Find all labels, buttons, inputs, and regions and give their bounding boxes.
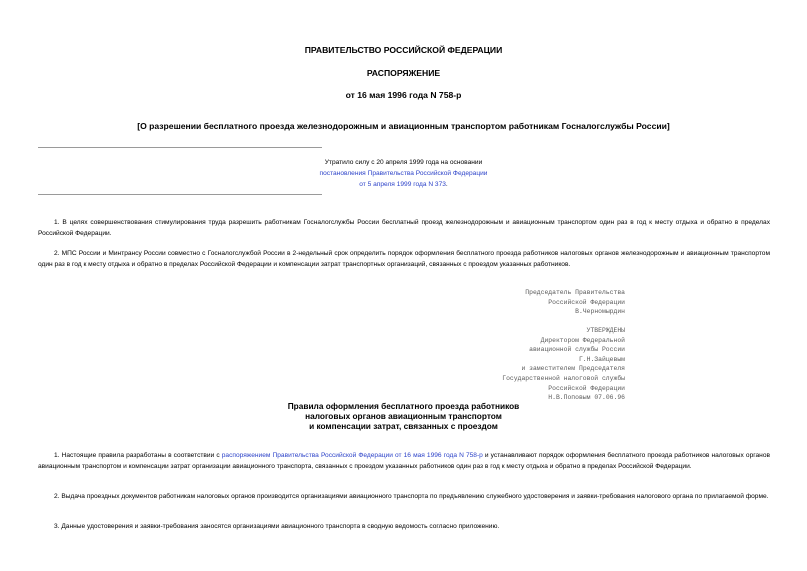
government-heading: ПРАВИТЕЛЬСТВО РОССИЙСКОЙ ФЕДЕРАЦИИ	[304, 45, 503, 55]
signature-block	[525, 288, 625, 317]
approval-line: Российской Федерации	[548, 384, 625, 392]
approval-block	[502, 326, 625, 403]
signature-line: Председатель Правительства	[525, 289, 625, 296]
status-note-line3	[0, 179, 807, 190]
approval-line: Директором Федеральной	[540, 336, 625, 344]
resolution-link[interactable]: постановления Правительства Российской Федерации	[319, 170, 488, 177]
document-date: от 16 мая 1996 года N 758-р	[345, 90, 462, 100]
status-note-line1: Утратило силу с 20 апреля 1999 года на основании	[324, 159, 483, 166]
approval-line: авиационной службы России	[529, 346, 625, 354]
approval-line: Н.В.Поповым 07.06.96	[548, 394, 625, 402]
order-link[interactable]: распоряжением Правительства Российской Федерации от 16 мая 1996 года N 758-р	[221, 452, 483, 459]
signature-line: В.Черномырдин	[575, 308, 625, 316]
document-type: РАСПОРЯЖЕНИЕ	[366, 68, 441, 78]
rules-paragraph-3: 3. Данные удостоверения и заявки-требования заносятся организациями авиационного транспорта в сводную ведомость согласно приложению.	[54, 523, 500, 530]
paragraph-2: 2. МПС России и Минтрансу России совместно с Госналогслужбой России в 2-недельный срок определить порядок оформления бесплатного проезда работников налоговых органов железнодорожным и авиационным транспортом один раз в год к месту отдыха и обратно в пределах Российской Федерации и компенсации затрат транспортных организаций, связанных с проездом указанных работников.	[38, 250, 770, 268]
rules-title-line2: налоговых органов авиационным транспортом	[305, 411, 502, 421]
approval-line: Государственной налоговой службы	[502, 374, 625, 382]
approval-line: и заместителем Председателя	[521, 365, 625, 373]
rules-p1-start: 1. Настоящие правила разработаны в соответствии с	[54, 452, 222, 459]
rules-p1-end: и устанавливают порядок оформления бесплатного проезда работников налоговых органов авиационным транспортом и компенсации затрат организации авиационного транспорта, связанных с проездом указанных работников один раз в год к месту отдыха и обратно в пределах Российской Федерации.	[38, 452, 770, 470]
document-subject: [О разрешении бесплатного проезда железнодорожным и авиационным транспортом работникам Госналогслужбы России]	[137, 121, 670, 131]
signature-line: Российской Федерации	[548, 298, 625, 306]
rules-paragraph-2: 2. Выдача проездных документов работникам налоговых органов производится организациями авиационного транспорта по предъявлению служебного удостоверения и заявки-требования налогового органа по прилагаемой форме.	[54, 493, 769, 500]
rules-title-line3: и компенсации затрат, связанных с проездом	[309, 421, 498, 431]
approval-line: УТВЕРЖДЕНЫ	[586, 327, 625, 334]
paragraph-1: 1. В целях совершенствования стимулирования труда разрешить работникам Госналогслужбы России бесплатный проезд железнодорожным и авиационным транспортом один раз в год к месту отдыха и обратно в пределах Российской Федерации.	[38, 219, 770, 237]
rules-paragraph-1	[38, 450, 770, 472]
divider-top	[38, 147, 322, 148]
status-note-end: .	[445, 181, 448, 188]
status-note-line2	[0, 168, 807, 179]
approval-line: Г.Н.Зайцевым	[578, 355, 625, 363]
divider-bottom	[38, 194, 322, 195]
resolution-date-link[interactable]: от 5 апреля 1999 года N 373	[359, 181, 446, 188]
rules-title-line1: Правила оформления бесплатного проезда работников	[287, 401, 520, 411]
